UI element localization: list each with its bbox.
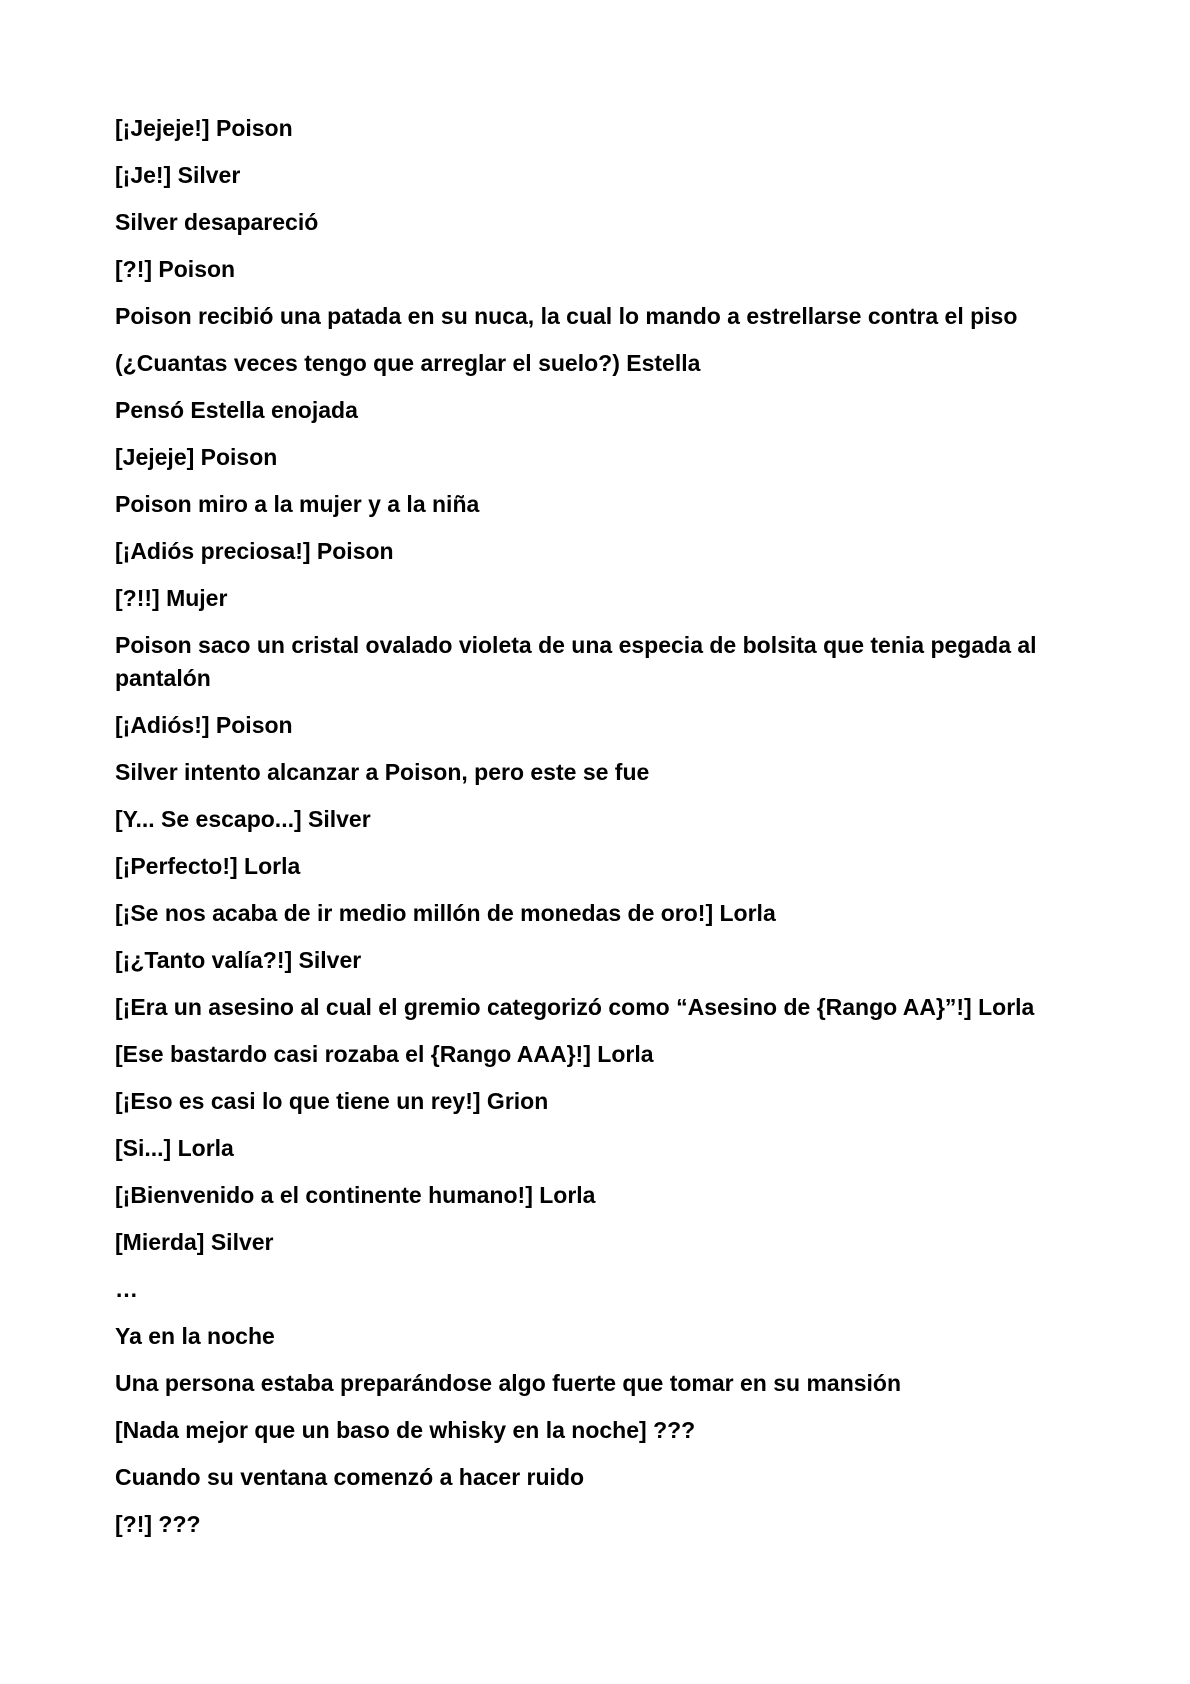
text-line: Poison miro a la mujer y a la niña bbox=[115, 491, 480, 517]
text-line: [?!] Poison bbox=[115, 256, 236, 282]
text-line: Cuando su ventana comenzó a hacer ruido bbox=[115, 1464, 585, 1490]
text-line: [¡Adiós preciosa!] Poison bbox=[115, 538, 394, 564]
text-line: Ya en la noche bbox=[115, 1323, 275, 1349]
text-line: Pensó Estella enojada bbox=[115, 397, 358, 423]
text-line: [¡¿Tanto valía?!] Silver bbox=[115, 947, 362, 973]
text-line: [Si...] Lorla bbox=[115, 1135, 234, 1161]
text-line: [Y... Se escapo...] Silver bbox=[115, 806, 371, 832]
text-line: (¿Cuantas veces tengo que arreglar el suelo?) Estella bbox=[115, 350, 701, 376]
text-line: [¡Bienvenido a el continente humano!] Lorla bbox=[115, 1182, 596, 1208]
text-line: [¡Adiós!] Poison bbox=[115, 712, 293, 738]
text-line: [¡Je!] Silver bbox=[115, 162, 241, 188]
text-line: Una persona estaba preparándose algo fuerte que tomar en su mansión bbox=[115, 1370, 902, 1396]
text-line: [Mierda] Silver bbox=[115, 1229, 274, 1255]
text-line: [Ese bastardo casi rozaba el {Rango AAA}!] Lorla bbox=[115, 1041, 654, 1067]
text-line: [?!!] Mujer bbox=[115, 585, 228, 611]
text-line: [¡Se nos acaba de ir medio millón de monedas de oro!] Lorla bbox=[115, 900, 776, 926]
text-line: Silver intento alcanzar a Poison, pero este se fue bbox=[115, 759, 650, 785]
text-line: … bbox=[115, 1276, 138, 1302]
text-line: Poison saco un cristal ovalado violeta de una especia de bolsita que tenia pegada al pantalón bbox=[115, 632, 1037, 691]
text-line: [Jejeje] Poison bbox=[115, 444, 278, 470]
text-line: [¡Perfecto!] Lorla bbox=[115, 853, 301, 879]
document-body bbox=[115, 112, 1095, 1555]
text-line: [¡Jejeje!] Poison bbox=[115, 115, 293, 141]
text-line: Silver desapareció bbox=[115, 209, 319, 235]
text-line: [?!] ??? bbox=[115, 1511, 201, 1537]
text-line: [Nada mejor que un baso de whisky en la noche] ??? bbox=[115, 1417, 696, 1443]
text-line: [¡Era un asesino al cual el gremio categorizó como “Asesino de {Rango AA}”!] Lorla bbox=[115, 994, 1035, 1020]
text-line: Poison recibió una patada en su nuca, la cual lo mando a estrellarse contra el piso bbox=[115, 303, 1018, 329]
text-line: [¡Eso es casi lo que tiene un rey!] Grion bbox=[115, 1088, 549, 1114]
